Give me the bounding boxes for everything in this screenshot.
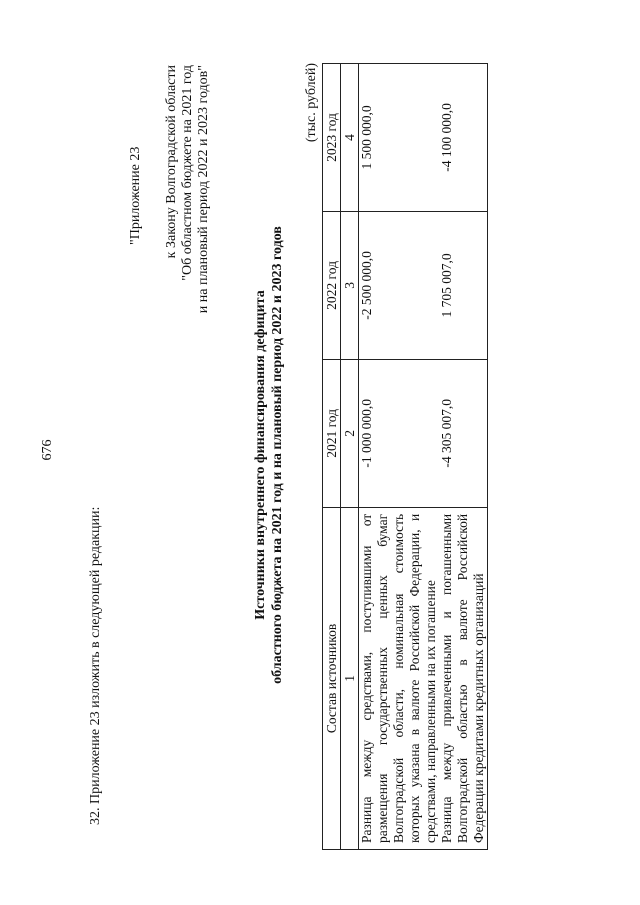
table-header-row — [323, 64, 341, 850]
law-reference-line: и на плановый период 2022 и 2023 годов" — [196, 65, 211, 314]
value-2022: 1 705 007,0 — [439, 211, 488, 359]
source-name: Разница между привлеченными и погашенными Волгоградской областью в валюте Российской Федерации кредитами кредитных организаций — [439, 507, 488, 849]
appendix-label: "Приложение 23 — [128, 146, 143, 245]
value-2022: -2 500 000,0 — [359, 211, 440, 359]
column-header: 2021 год — [323, 359, 341, 507]
column-number: 1 — [341, 507, 359, 849]
law-reference-line: "Об областном бюджете на 2021 год — [180, 65, 195, 281]
column-number: 3 — [341, 211, 359, 359]
financing-sources-table — [322, 63, 488, 850]
column-number: 4 — [341, 64, 359, 212]
table-title-line: областного бюджета на 2021 год и на плановый период 2022 и 2023 годов — [270, 226, 285, 684]
column-header: Состав источников — [323, 507, 341, 849]
column-number: 2 — [341, 359, 359, 507]
table-title — [252, 65, 286, 845]
table-row — [359, 64, 440, 850]
units-label: (тыс. рублей) — [304, 63, 319, 143]
law-reference — [164, 65, 212, 385]
value-2023: 1 500 000,0 — [359, 64, 440, 212]
value-2021: -4 305 007,0 — [439, 359, 488, 507]
value-2021: -1 000 000,0 — [359, 359, 440, 507]
table-title-line: Источники внутреннего финансирования дефицита — [253, 290, 268, 620]
page-number: 676 — [40, 439, 55, 461]
column-number-row — [341, 64, 359, 850]
value-2023: -4 100 000,0 — [439, 64, 488, 212]
column-header: 2023 год — [323, 64, 341, 212]
law-reference-line: к Закону Волгоградской области — [164, 65, 179, 259]
source-name: Разница между средствами, поступившими от размещения государственных ценных бумаг Волгоградской области, номинальная стоимость которых указана в валюте Российской Федерации, и средствами, направленными на их погашение — [359, 507, 440, 849]
amendment-instruction: 32. Приложение 23 изложить в следующей редакции: — [88, 506, 103, 825]
table-row — [439, 64, 488, 850]
column-header: 2022 год — [323, 211, 341, 359]
